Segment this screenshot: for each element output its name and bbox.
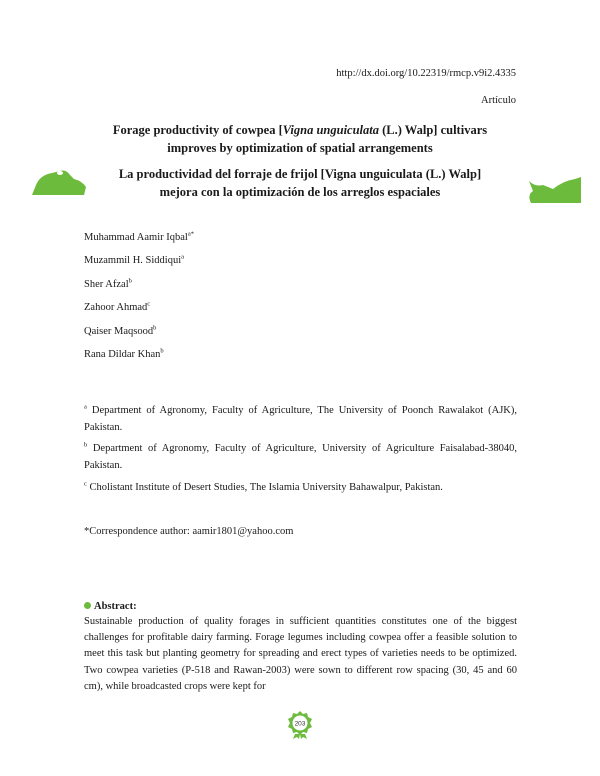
bullet-icon [84, 602, 91, 609]
author: Qaiser Maqsood$^b$ [84, 324, 157, 337]
abstract-text: Sustainable production of quality forages in sufficient quantities constitutes one of the biggest challenges for profitable dairy farming. Forage legumes including cowpea offer a feasible solution to meet this task but planting geometry for spreading and erect types of varieties needs to be optimized. Two cowpea varieties (P-518 and Rawan-2003) were sown to different row spacing (30, 45 and 60 cm), while broadcasted crops were kept for [84, 616, 517, 692]
title-english [80, 121, 520, 157]
author: Sher Afzal$^b$ [84, 277, 132, 290]
correspondence-author: *Correspondence author: aamir1801@yahoo.com [84, 526, 294, 537]
cow-head-right-icon [525, 175, 583, 205]
abstract-heading: Abstract: [84, 601, 137, 612]
title-english-line1: Forage productivity of cowpea [Vigna unguiculata (L.) Walp] cultivars [112, 123, 488, 137]
page-number: 203 [294, 720, 306, 728]
author-list [84, 231, 194, 371]
author: Muhammad Aamir Iqbal$^{a*}$ [84, 230, 194, 243]
affiliation-c: $^c$ Cholistant Institute of Desert Studies, The Islamia University Bahawalpur, Pakistan. [84, 480, 443, 493]
doi-link[interactable]: http://dx.doi.org/10.22319/rmcp.v9i2.4335 [336, 68, 516, 79]
affiliation-a: $^a$ Department of Agronomy, Faculty of Agriculture, The University of Poonch Rawalakot (AJK), Pakistan. [84, 403, 517, 433]
author: Zahoor Ahmad$^c$ [84, 300, 151, 314]
title-spanish-line1: La productividad del forraje de frijol [Vigna unguiculata (L.) Walp] [118, 167, 482, 181]
author: Muzammil H. Siddiqui$^a$ [84, 253, 185, 267]
author: Rana Dildar Khan$^b$ [84, 347, 164, 360]
title-spanish [80, 165, 520, 201]
title-english-line2: improves by optimization of spatial arrangements [167, 141, 433, 155]
page-number-seal-icon [287, 710, 313, 740]
title-spanish-line2: mejora con la optimización de los arreglos espaciales [159, 185, 441, 199]
article-type-label: Artículo [481, 95, 516, 106]
scientific-name: Vigna unguiculata [282, 123, 379, 137]
affiliation-b: $^b$ Department of Agronomy, Faculty of Agriculture, University of Agriculture Faisalabad-38040, Pakistan. [84, 441, 517, 471]
